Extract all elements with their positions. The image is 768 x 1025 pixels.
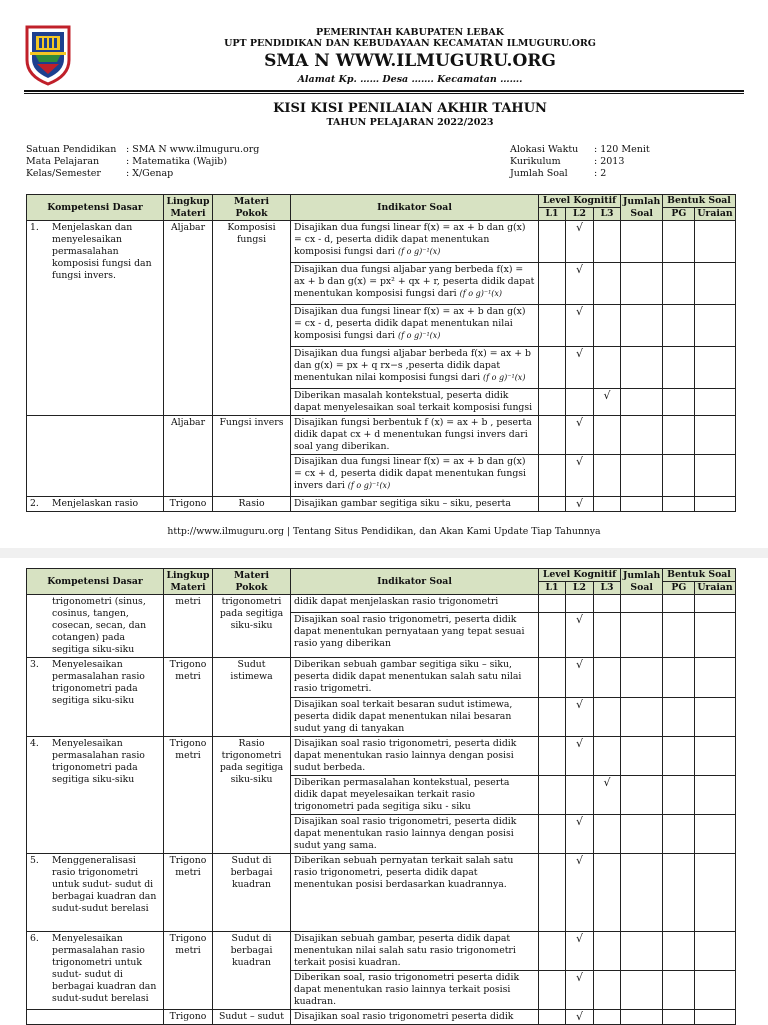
meta-value: : SMA N www.ilmuguru.org [126,144,260,155]
lingkup-cell: Trigono metri [164,932,213,1010]
header-kompetensi-dasar: Kompetensi Dasar [27,569,164,595]
indikator-cell: Disajikan soal rasio trigonometri, peserta didik dapat menentukan rasio lainnya dengan posisi sudut yang sama. [291,815,539,854]
checkmark: √ [566,854,594,932]
table-row [27,658,736,698]
header-bentuk-soal: Bentuk Soal [663,195,735,208]
header-divider-thick [24,90,744,92]
indikator-cell: Disajikan gambar segitiga siku – siku, peserta [291,497,539,512]
indikator-cell: Disajikan dua fungsi linear f(x) = ax + b dan g(x) = cx + d, peserta didik dapat menentukan fungsi invers dari (f o g)⁻¹(x) [291,455,539,497]
header-bentuk-soal: Bentuk Soal [663,569,735,582]
lingkup-cell: Trigono [164,1010,213,1025]
header-level-kognitif: Level Kognitif [539,569,621,582]
indikator-cell: Diberikan masalah kontekstual, peserta didik dapat menyelesaikan soal terkait komposisi fungsi [291,389,539,416]
lingkup-cell: Trigono metri [164,737,213,854]
table-row [27,932,736,971]
meta-key: Jumlah Soal [510,168,568,179]
checkmark: √ [566,347,594,389]
header-government: PEMERINTAH KABUPATEN LEBAK [315,27,505,38]
checkmark: √ [566,1010,594,1025]
meta-value: : 120 Menit [594,144,650,155]
indikator-cell: Disajikan soal rasio trigonometri peserta didik [291,1010,539,1025]
table-row [27,854,736,932]
indikator-cell: didik dapat menjelaskan rasio trigonometri [291,595,539,613]
materi-cell: Sudut istimewa [213,658,291,737]
header-indikator-soal: Indikator Soal [291,195,539,221]
checkmark: √ [566,658,594,698]
lingkup-cell: metri [164,595,213,658]
kd-cell [27,416,164,497]
checkmark: √ [566,737,594,776]
checkmark: √ [566,612,594,658]
lingkup-cell: Aljabar [164,416,213,497]
materi-cell: Sudut di berbagai kuadran [213,932,291,1010]
document-page-2 [0,558,768,1024]
header-uraian: Uraian [695,208,735,221]
header-l2: L2 [566,208,594,221]
indikator-cell: Disajikan dua fungsi aljabar yang berbeda f(x) = ax + b dan g(x) = px² + qx + r, peserta didik dapat menentukan komposisi fungsi dari (f o g)⁻¹(x) [291,263,539,305]
materi-cell: Rasio trigonometri pada segitiga siku-siku [213,737,291,854]
indikator-cell: Disajikan soal terkait besaran sudut istimewa, peserta didik dapat menentukan nilai besaran sudut yang di tanyakan [291,698,539,737]
kd-cell: 2. Menjelaskan rasio [27,497,164,512]
checkmark: √ [566,416,594,455]
lingkup-cell: Trigono metri [164,658,213,737]
kd-cell [27,1010,164,1025]
table-row [27,737,736,776]
header-l1: L1 [539,582,566,595]
header-jumlah-soal: Jumlah Soal [621,195,663,221]
meta-value: : 2 [594,168,607,179]
indikator-cell: Disajikan soal rasio trigonometri, peserta didik dapat menentukan pernyataan yang tepat sesuai rasio yang diberikan [291,612,539,658]
checkmark: √ [566,305,594,347]
header-l2: L2 [566,582,594,595]
checkmark: √ [566,497,594,512]
meta-key: Kelas/Semester [26,168,101,179]
materi-cell: Sudut di berbagai kuadran [213,854,291,932]
kd-cell: 1. Menjelaskan dan menyelesaikan permasalahan komposisi fungsi dan fungsi invers. [27,221,164,416]
materi-cell: Rasio [213,497,291,512]
header-pg: PG [663,208,695,221]
header-level-kognitif: Level Kognitif [539,195,621,208]
indikator-cell: Disajikan dua fungsi aljabar berbeda f(x) = ax + b dan g(x) = px + q rx−s ,peserta didik dapat menentukan nilai komposisi fungsi dari (f o g)⁻¹(x) [291,347,539,389]
indikator-cell: Diberikan permasalahan kontekstual, peserta didik dapat meyelesaikan terkait rasio trigonometri pada segitiga siku - siku [291,776,539,815]
kisi-table-page-2 [26,568,736,1025]
kisi-table-page-1 [26,194,736,512]
kd-cell: 4. Menyelesaikan permasalahan rasio trigonometri pada segitiga siku-siku [27,737,164,854]
indikator-cell: Disajikan sebuah gambar, peserta didik dapat menentukan nilai salah satu rasio trigonometri terkait posisi kuadran. [291,932,539,971]
meta-key: Alokasi Waktu [510,144,579,155]
checkmark: √ [566,263,594,305]
kd-cell: 6. Menyelesaikan permasalahan rasio trigonometri untuk sudut- sudut di berbagai kuadran dan sudut-sudut berelasi [27,932,164,1010]
indikator-cell: Diberikan soal, rasio trigonometri peserta didik dapat menentukan rasio lainnya terkait posisi kuadran. [291,971,539,1010]
meta-key: Kurikulum [510,156,561,167]
header-unit: UPT PENDIDIKAN DAN KEBUDAYAAN KECAMATAN ILMUGURU.ORG [224,38,596,49]
lingkup-cell: Aljabar [164,221,213,416]
page-footer: http://www.ilmuguru.org | Tentang Situs Pendidikan, dan Akan Kami Update Tiap Tahunnya [167,526,601,537]
meta-value: : Matematika (Wajib) [126,156,228,167]
materi-cell: trigonometri pada segitiga siku-siku [213,595,291,658]
header-indikator-soal: Indikator Soal [291,569,539,595]
checkmark: √ [566,815,594,854]
document-subtitle: TAHUN PELAJARAN 2022/2023 [326,117,494,128]
checkmark: √ [566,698,594,737]
header-uraian: Uraian [695,582,735,595]
header-l1: L1 [539,208,566,221]
checkmark: √ [594,776,621,815]
meta-value: : 2013 [594,156,625,167]
kd-cell: 3. Menyelesaikan permasalahan rasio trigonometri pada segitiga siku-siku [27,658,164,737]
header-l3: L3 [594,582,621,595]
header-lingkup-materi: Lingkup Materi [164,195,213,221]
checkmark: √ [566,455,594,497]
indikator-cell: Diberikan sebuah pernyatan terkait salah satu rasio trigonometri, peserta didik dapat menentukan posisi berdasarkan kuadrannya. [291,854,539,932]
header-materi-pokok: Materi Pokok [213,569,291,595]
indikator-cell: Disajikan dua fungsi linear f(x) = ax + b dan g(x) = cx - d, peserta didik dapat menentukan komposisi fungsi dari (f o g)⁻¹(x) [291,221,539,263]
header-divider-thin [24,93,744,94]
meta-value: : X/Genap [126,168,174,179]
meta-right [510,144,650,180]
lebak-regency-logo-icon [24,24,72,86]
indikator-cell: Diberikan sebuah gambar segitiga siku – siku, peserta didik dapat menentukan salah satu nilai rasio trigometri. [291,658,539,698]
meta-key: Satuan Pendidikan [26,144,117,155]
header-kompetensi-dasar: Kompetensi Dasar [27,195,164,221]
meta-left [26,144,259,180]
checkmark: √ [566,971,594,1010]
meta-key: Mata Pelajaran [26,156,100,167]
materi-cell: Sudut – sudut [213,1010,291,1025]
checkmark: √ [566,932,594,971]
page-gap [0,548,768,558]
table-row [27,221,736,263]
header-address: Alamat Kp. …… Desa ……. Kecamatan ……. [297,74,523,85]
header-jumlah-soal: Jumlah Soal [621,569,663,595]
indikator-cell: Disajikan fungsi berbentuk f (x) = ax + b , peserta didik dapat cx + d menentukan fungsi invers dari soal yang diberikan. [291,416,539,455]
table-row [27,1010,736,1025]
indikator-cell: Disajikan soal rasio trigonometri, peserta didik dapat menentukan rasio lainnya dengan posisi sudut berbeda. [291,737,539,776]
lingkup-cell: Trigono [164,497,213,512]
kd-cell: 5. Menggeneralisasi rasio trigonometri untuk sudut- sudut di berbagai kuadran dan sudut-sudut berelasi [27,854,164,932]
document-title: KISI KISI PENILAIAN AKHIR TAHUN [273,101,547,116]
indikator-cell: Disajikan dua fungsi linear f(x) = ax + b dan g(x) = cx - d, peserta didik dapat menentukan nilai komposisi fungsi dari (f o g)⁻¹(x) [291,305,539,347]
header-school-name: SMA N WWW.ILMUGURU.ORG [264,51,556,71]
kd-cell: trigonometri (sinus, cosinus, tangen, cosecan, secan, dan cotangen) pada segitiga siku-siku [27,595,164,658]
materi-cell: Fungsi invers [213,416,291,497]
header-pg: PG [663,582,695,595]
header-lingkup-materi: Lingkup Materi [164,569,213,595]
table-row [27,497,736,512]
table-row [27,416,736,455]
checkmark: √ [566,221,594,263]
header-materi-pokok: Materi Pokok [213,195,291,221]
checkmark: √ [594,389,621,416]
lingkup-cell: Trigono metri [164,854,213,932]
header-l3: L3 [594,208,621,221]
table-row [27,595,736,613]
materi-cell: Komposisi fungsi [213,221,291,416]
